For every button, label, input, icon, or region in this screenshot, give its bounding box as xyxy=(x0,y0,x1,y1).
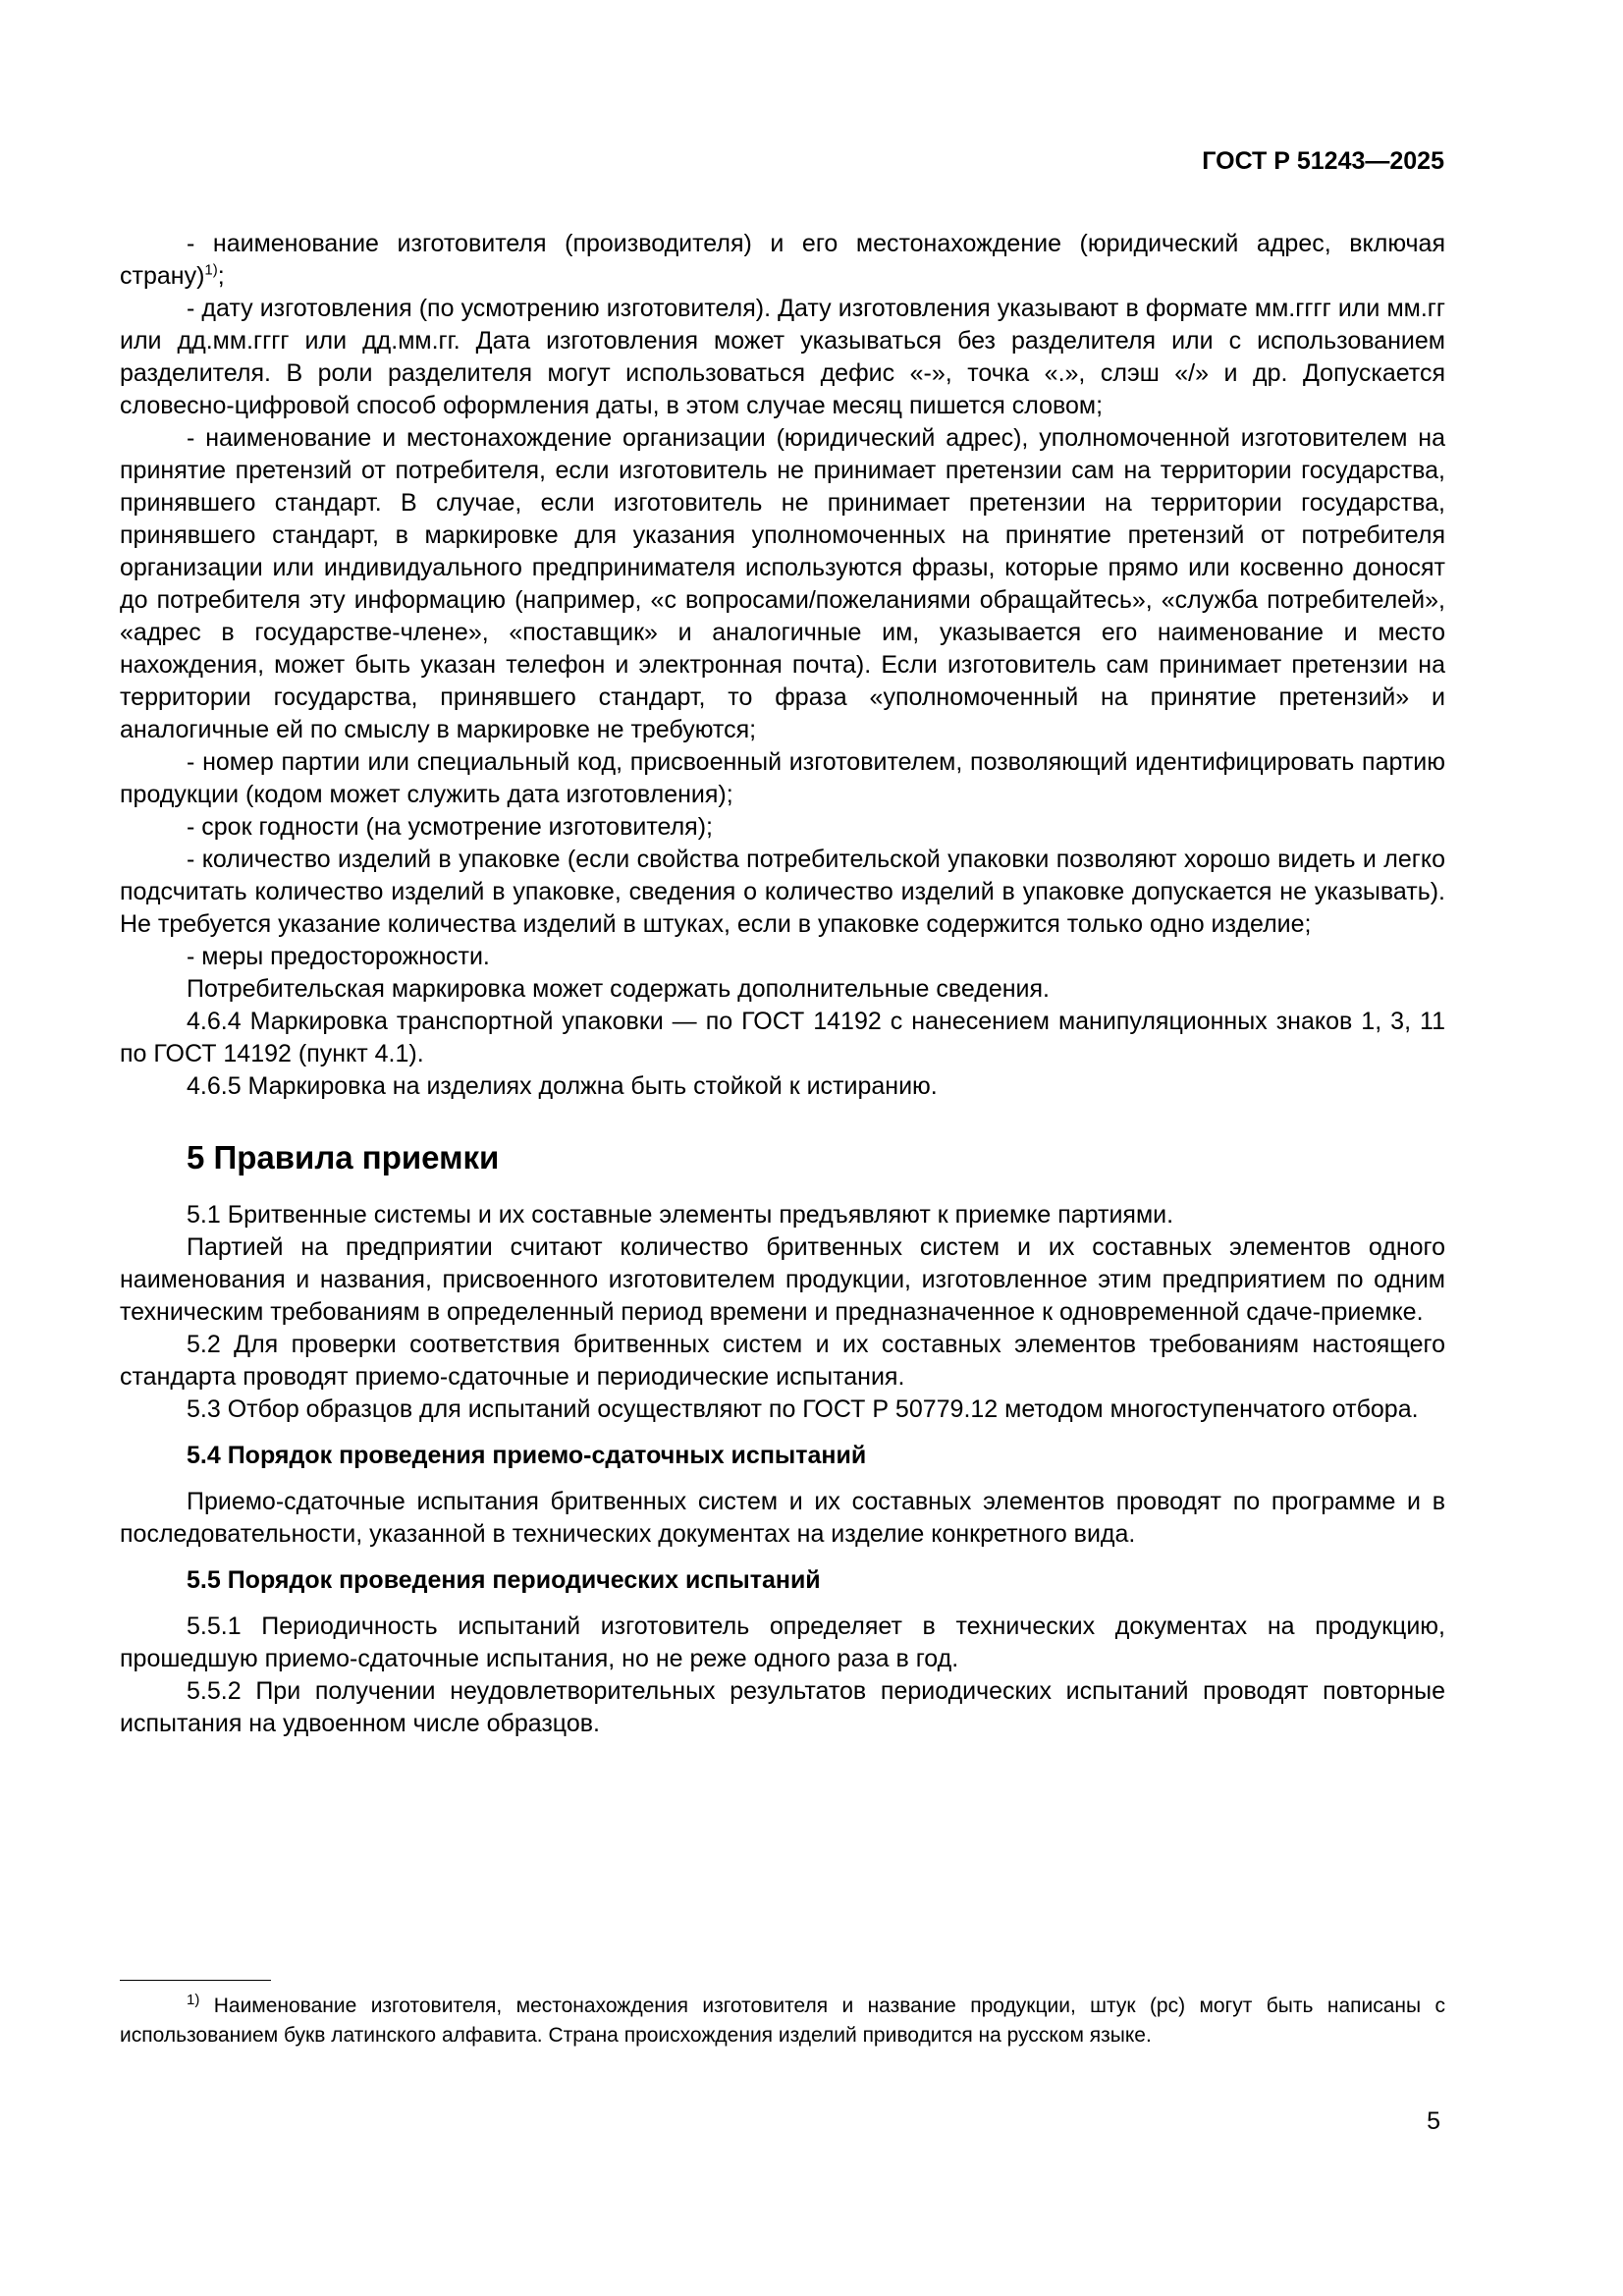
list-item-authorized-org: - наименование и местонахождение организации (юридический адрес), уполномоченной изготовителем на принятие претензий от потребителя, если изготовитель не принимает претензии сам на территории государства, принявшего стандарт. В случае, если изготовитель не принимает претензии на территории государства, принявшего стандарт, в маркировке для указания уполномоченных на принятие претензий от потребителя организации или индивидуального предпринимателя используются фразы, которые прямо или косвенно доносят до потребителя эту информацию (например, «с вопросами/пожеланиями обращайтесь», «служба потребителей», «адрес в государстве-члене», «поставщик» и аналогичные им, указывается его наименование и место нахождения, может быть указан телефон и электронная почта). Если изготовитель сам принимает претензии на территории государства, принявшего стандарт, то фраза «уполномоченный на принятие претензий» и аналогичные ей по смыслу в маркировке не требуются; xyxy=(120,424,1445,743)
clause-5-2: 5.2 Для проверки соответствия бритвенных систем и их составных элементов требованиям настоящего стандарта проводят приемо-сдаточные и периодические испытания. xyxy=(120,1331,1445,1391)
clause-4-6-5: 4.6.5 Маркировка на изделиях должна быть стойкой к истиранию. xyxy=(187,1072,938,1100)
list-item-shelf-life: - срок годности (на усмотрение изготовителя); xyxy=(187,813,713,841)
page-number: 5 xyxy=(1427,2107,1440,2135)
list-item-quantity: - количество изделий в упаковке (если свойства потребительской упаковки позволяют хорошо видеть и легко подсчитать количество изделий в упаковке, сведения о количество изделий в упаковке допускается не указывать). Не требуется указание количества изделий в штуках, если в упаковке содержится только одно изделие; xyxy=(120,846,1445,938)
main-content xyxy=(120,228,1445,1740)
document-header: ГОСТ Р 51243—2025 xyxy=(1202,147,1444,175)
list-item-batch: - номер партии или специальный код, присвоенный изготовителем, позволяющий идентифицировать партию продукции (кодом может служить дата изготовления); xyxy=(120,748,1445,808)
subsection-5-4-title: 5.4 Порядок проведения приемо-сдаточных испытаний xyxy=(187,1442,867,1469)
footnote xyxy=(120,1992,1445,2050)
clause-4-6-4: 4.6.4 Маркировка транспортной упаковки — по ГОСТ 14192 с нанесением манипуляционных знаков 1, 3, 11 по ГОСТ 14192 (пункт 4.1). xyxy=(120,1008,1445,1067)
list-item-manufacturer: - наименование изготовителя (производителя) и его местонахождение (юридический адрес, включая страну)$^{1)}$; xyxy=(120,230,1445,290)
paragraph-additional-info: Потребительская маркировка может содержать дополнительные сведения. xyxy=(187,975,1050,1003)
footnote-text: Наименование изготовителя, местонахождения изготовителя и название продукции, штук (pc) могут быть написаны с использованием букв латинского алфавита. Страна происхождения изделий приводится на русском языке. xyxy=(120,1995,1445,2047)
section-5-title: 5 Правила приемки xyxy=(187,1139,500,1175)
clause-5-1: 5.1 Бритвенные системы и их составные элементы предъявляют к приемке партиями. xyxy=(187,1201,1174,1229)
list-item-precautions: - меры предосторожности. xyxy=(187,943,490,970)
subsection-5-4-text: Приемо-сдаточные испытания бритвенных систем и их составных элементов проводят по программе и в последовательности, указанной в технических документах на изделие конкретного вида. xyxy=(120,1488,1445,1548)
clause-5-5-2: 5.5.2 При получении неудовлетворительных результатов периодических испытаний проводят повторные испытания на удвоенном числе образцов. xyxy=(120,1677,1445,1737)
subsection-5-5-title: 5.5 Порядок проведения периодических испытаний xyxy=(187,1566,821,1594)
clause-5-3: 5.3 Отбор образцов для испытаний осуществляют по ГОСТ Р 50779.12 методом многоступенчатого отбора. xyxy=(187,1395,1419,1423)
footnote-separator xyxy=(120,1980,271,1981)
footnote-mark: 1) xyxy=(187,1992,200,2008)
clause-5-5-1: 5.5.1 Периодичность испытаний изготовитель определяет в технических документах на продукцию, прошедшую приемо-сдаточные испытания, но не реже одного раза в год. xyxy=(120,1613,1445,1672)
footnote-ref: 1) xyxy=(204,261,218,279)
list-item-date: - дату изготовления (по усмотрению изготовителя). Дату изготовления указывают в формате мм.гггг или мм.гг или дд.мм.гггг или дд.мм.гг. Дата изготовления может указываться без разделителя или с использованием разделителя. В роли разделителя могут использоваться дефис «-», точка «.», слэш «/» и др. Допускается словесно-цифровой способ оформления даты, в этом случае месяц пишется словом; xyxy=(120,295,1445,419)
paragraph-batch-definition: Партией на предприятии считают количество бритвенных систем и их составных элементов одного наименования и названия, присвоенного изготовителем продукции, изготовленное этим предприятием по одним техническим требованиям в определенный период времени и предназначенное к одновременной сдаче-приемке. xyxy=(120,1233,1445,1326)
